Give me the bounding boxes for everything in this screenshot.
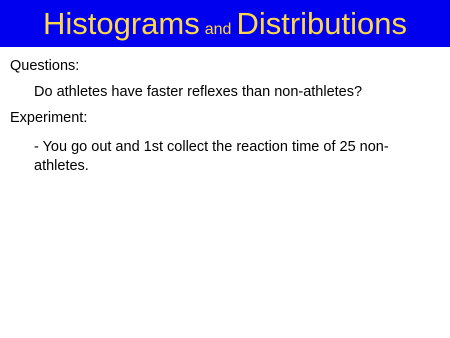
question-text: Do athletes have faster reflexes than non-athletes? <box>34 84 363 100</box>
experiment-label: Experiment: <box>10 110 88 126</box>
experiment-text: - You go out and 1st collect the reaction time of 25 non-athletes. <box>34 139 389 174</box>
title-connector-and: and <box>204 21 232 38</box>
title-part-histograms: Histograms <box>42 6 200 41</box>
title-part-distributions: Distributions <box>236 6 408 41</box>
questions-label: Questions: <box>10 58 80 74</box>
